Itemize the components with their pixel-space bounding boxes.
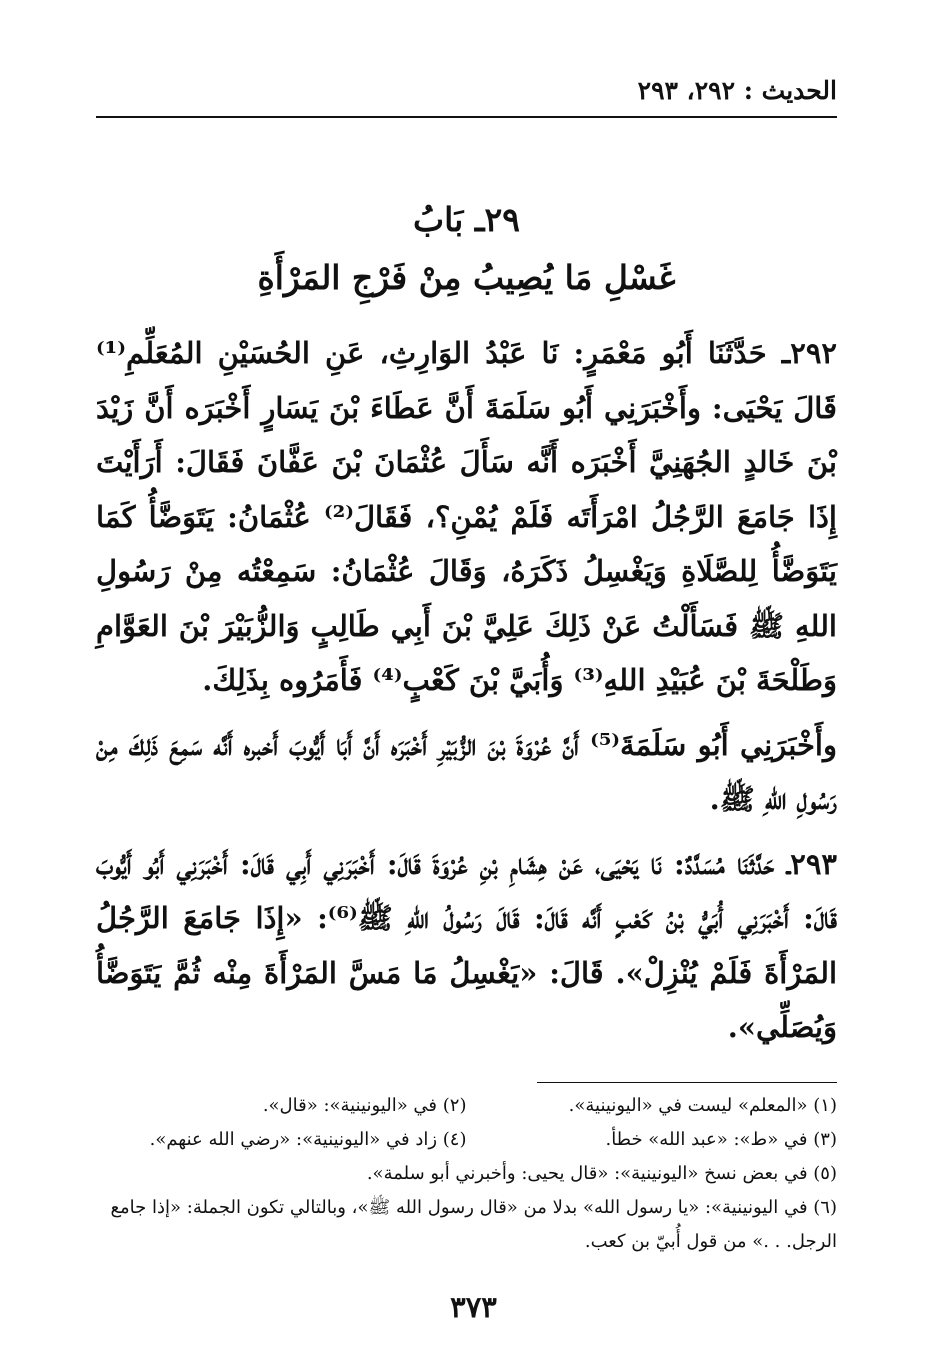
footnote-1: (١) «المعلم» ليست في «اليونينية». <box>568 1095 837 1116</box>
chapter-title: غَسْلِ مَا يُصِيبُ مِنْ فَرْجِ المَرْأَةِ <box>257 258 676 297</box>
footnote-divider <box>537 1082 837 1083</box>
chapter-number: ٢٩ـ بَابُ <box>413 200 520 239</box>
footnote-4: (٤) زاد في «اليونينية»: «رضي الله عنهم». <box>149 1129 467 1150</box>
footnotes <box>96 1089 837 1259</box>
footnote-6: (٦) في اليونينية»: «يا رسول الله» بدلا من «قال رسول الله ﷺ»، وبالتالي تكون الجملة: «إذا جامع الرجل. . .» من قول أُبيّ بن كعب. <box>110 1197 837 1252</box>
hadith-number: ٢٩٣ـ <box>786 846 837 881</box>
footnote-row <box>96 1123 837 1157</box>
header-hadith-reference: الحديث : ٢٩٢، ٢٩٣ <box>637 76 837 105</box>
hadith-292-continuation: وأَخْبَرَنِي أَبُو سَلَمَةَ⁽⁵⁾ أَنَّ عُرْوَةَ بْنَ الزُّبَيْرِ أَخْبَرَه أَنَّ أَبَا أَيُّوبَ أَخبره أَنَّه سَمِعَ ذَلِكَ مِنْ رَسُولِ اللهِ ﷺ. <box>96 727 837 816</box>
hadith-293 <box>96 837 837 1055</box>
footnote-row <box>96 1089 837 1123</box>
hadith-text: حَدَّثَنَا أَبُو مَعْمَرٍ: نَا عَبْدُ الوَارِثِ، عَنِ الحُسَيْنِ المُعَلِّمِ⁽¹⁾ قَالَ يَحْيَى: وأَخْبَرَنِي أَبُو سَلَمَةَ أَنَّ عَطَاءَ بْنَ يَسَارٍ أَخْبَرَه أَنَّ زَيْدَ بْنَ خَالدٍ الجُهَنِيَّ أَخْبَرَه أَنَّه سَأَلَ عُثْمَانَ بْنَ عَفَّانَ فَقَالَ: أَرَأَيْتَ إِذَا جَامَعَ الرَّجُلُ امْرَأَتَه فَلَمْ يُمْنِ؟، فَقَالَ⁽²⁾ عُثْمَانُ: يَتَوَضَّأُ كَمَا يَتَوَضَّأُ لِلصَّلَاةِ وَيَغْسِلُ ذَكَرَهُ، وَقَالَ عُثْمَانُ: سَمِعْتُه مِنْ رَسُولِ اللهِ ﷺ فَسَأَلْتُ عَنْ ذَلِكَ عَلِيَّ بْنَ أَبِي طَالِبٍ وَالزُّبَيْرَ بْنَ العَوَّامِ وَطَلْحَةَ بْنَ عُبَيْدِ اللهِ⁽³⁾ وَأُبَيَّ بْنَ كَعْبٍ⁽⁴⁾ فَأَمَرُوه بِذَلِكَ. <box>96 336 837 697</box>
footnote-5: (٥) في بعض نسخ «اليونينية»: «قال يحيى: وأخبرني أبو سلمة». <box>366 1163 837 1184</box>
footnote-3: (٣) في «ط»: «عبد الله» خطأ. <box>605 1129 837 1150</box>
chapter-heading <box>96 190 837 306</box>
hadith-292 <box>96 326 837 708</box>
running-header <box>96 72 837 118</box>
footnote-2: (٢) في «اليونينية»: «قال». <box>262 1095 467 1116</box>
hadith-text: حَدَّثَنَا مُسَدَّدٌ: نَا يَحْيَى، عَنْ هِشَامِ بْنِ عُرْوَةَ قَالَ: أَخْبَرَنِي أَبِي قَالَ: أَخْبَرَنِي أَبُو أَيُّوبَ قَالَ: أَخْبَرَنِي أُبَيُّ بْنُ كَعْبٍ أَنَّه قَالَ: قَالَ رَسُولُ اللهِ ﷺ⁽⁶⁾: «إِذَا جَامَعَ الرَّجُلُ المَرْأَةَ فَلَمْ يُنْزِلْ». قَالَ: «يَغْسِلُ مَا مَسَّ المَرْأَةَ مِنْه ثُمَّ يَتَوَضَّأُ وَيُصَلِّي». <box>96 846 837 1044</box>
main-text <box>96 326 837 1055</box>
hadith-number: ٢٩٢ـ <box>781 336 837 370</box>
page-number: ٣٧٣ <box>450 1290 497 1324</box>
